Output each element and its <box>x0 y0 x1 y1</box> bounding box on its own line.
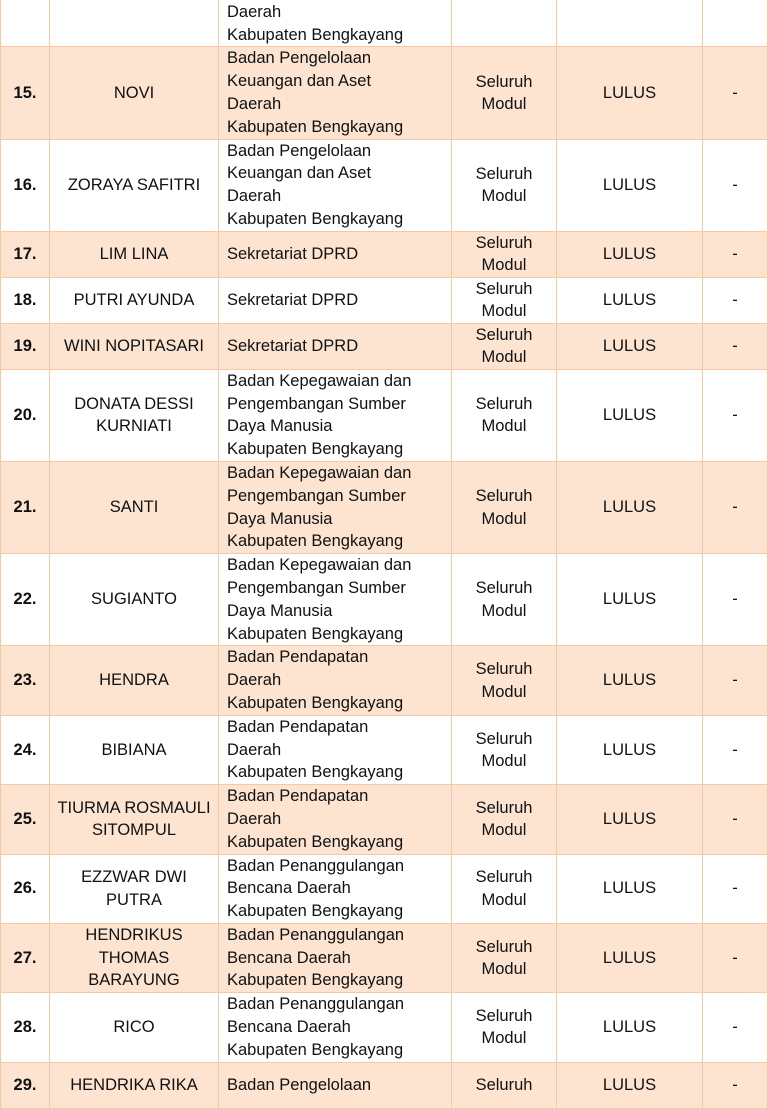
module-line: Seluruh <box>475 1007 533 1026</box>
name-line: BARAYUNG <box>88 971 180 990</box>
agency-line: Kabupaten Bengkayang <box>227 209 404 228</box>
module-line: Modul <box>481 821 527 840</box>
module-line: Seluruh <box>475 579 533 598</box>
module-line: Seluruh <box>475 233 533 252</box>
agency-cell <box>219 646 452 715</box>
table-row <box>1 854 768 923</box>
module-cell <box>452 715 557 784</box>
name-cell <box>50 993 219 1062</box>
status-cell: LULUS <box>557 369 703 461</box>
agency-cell <box>219 369 452 461</box>
name-line: PUTRA <box>106 890 162 909</box>
table-row <box>1 461 768 553</box>
module-line: Seluruh <box>475 325 533 344</box>
table-row <box>1 993 768 1062</box>
name-line: PUTRI AYUNDA <box>73 290 195 309</box>
agency-line: Pengembangan Sumber <box>227 394 406 413</box>
module-line: Modul <box>481 302 527 321</box>
agency-line: Daerah <box>227 94 282 113</box>
module-line: Seluruh <box>475 1075 533 1094</box>
row-number-cell: 20. <box>1 369 50 461</box>
name-cell <box>50 554 219 646</box>
agency-line: Kabupaten Bengkayang <box>227 693 404 712</box>
agency-cell <box>219 47 452 139</box>
name-line: BIBIANA <box>101 740 167 759</box>
agency-line: Kabupaten Bengkayang <box>227 532 404 551</box>
agency-line: Daerah <box>227 740 282 759</box>
row-number-cell <box>1 0 50 47</box>
name-cell <box>50 646 219 715</box>
module-line: Seluruh <box>475 487 533 506</box>
agency-line: Sekretariat DPRD <box>227 290 359 309</box>
row-number-cell: 16. <box>1 139 50 231</box>
status-cell: LULUS <box>557 231 703 277</box>
name-cell <box>50 231 219 277</box>
status-cell: LULUS <box>557 554 703 646</box>
agency-line: Badan Pendapatan <box>227 717 369 736</box>
agency-line: Kabupaten Bengkayang <box>227 1040 404 1059</box>
agency-line: Keuangan dan Aset <box>227 72 372 91</box>
table-row <box>1 47 768 139</box>
module-line: Seluruh <box>475 279 533 298</box>
name-line: HENDRIKUS <box>85 925 183 944</box>
remark-cell: - <box>703 554 768 646</box>
name-line: SITOMPUL <box>91 821 177 840</box>
module-line: Modul <box>481 682 527 701</box>
module-line: Seluruh <box>475 937 533 956</box>
agency-line: Badan Pengelolaan <box>227 1075 372 1094</box>
row-number-cell: 28. <box>1 993 50 1062</box>
row-number-cell: 19. <box>1 323 50 369</box>
agency-cell <box>219 277 452 323</box>
remark-cell: - <box>703 923 768 992</box>
remark-cell: - <box>703 277 768 323</box>
table-row <box>1 0 768 47</box>
agency-line: Daya Manusia <box>227 417 333 436</box>
status-cell: LULUS <box>557 923 703 992</box>
name-cell <box>50 323 219 369</box>
row-number-cell: 18. <box>1 277 50 323</box>
row-number-cell: 25. <box>1 785 50 854</box>
status-cell: LULUS <box>557 323 703 369</box>
agency-line: Badan Kepegawaian dan <box>227 371 412 390</box>
agency-line: Badan Penanggulangan <box>227 925 405 944</box>
status-cell: LULUS <box>557 461 703 553</box>
name-line: DONATA DESSI <box>74 394 194 413</box>
name-cell <box>50 0 219 47</box>
agency-line: Badan Pengelolaan <box>227 141 372 160</box>
table-row <box>1 277 768 323</box>
module-cell <box>452 231 557 277</box>
row-number-cell: 26. <box>1 854 50 923</box>
name-line: NOVI <box>113 83 155 102</box>
name-line: WINI NOPITASARI <box>64 336 204 355</box>
module-line: Modul <box>481 960 527 979</box>
module-cell <box>452 646 557 715</box>
agency-line: Daerah <box>227 2 282 21</box>
remark-cell: - <box>703 323 768 369</box>
module-cell <box>452 369 557 461</box>
agency-line: Badan Kepegawaian dan <box>227 556 412 575</box>
module-cell <box>452 0 557 47</box>
module-line: Modul <box>481 751 527 770</box>
agency-line: Daya Manusia <box>227 601 333 620</box>
table-row <box>1 646 768 715</box>
status-cell: LULUS <box>557 47 703 139</box>
agency-cell <box>219 993 452 1062</box>
remark-cell: - <box>703 461 768 553</box>
module-cell <box>452 323 557 369</box>
module-cell <box>452 785 557 854</box>
name-line: TIURMA ROSMAULI <box>57 798 211 817</box>
table-body <box>1 0 768 1108</box>
module-line: Modul <box>481 348 527 367</box>
module-cell <box>452 1062 557 1108</box>
status-cell: LULUS <box>557 277 703 323</box>
name-line: HENDRA <box>99 671 169 690</box>
agency-line: Bencana Daerah <box>227 1018 351 1037</box>
status-cell: LULUS <box>557 715 703 784</box>
agency-cell <box>219 0 452 47</box>
remark-cell: - <box>703 854 768 923</box>
status-cell <box>557 0 703 47</box>
name-cell <box>50 277 219 323</box>
agency-line: Sekretariat DPRD <box>227 336 359 355</box>
table-row <box>1 369 768 461</box>
agency-line: Daerah <box>227 809 282 828</box>
name-line: SUGIANTO <box>91 590 177 609</box>
agency-line: Kabupaten Bengkayang <box>227 440 404 459</box>
row-number-cell: 17. <box>1 231 50 277</box>
name-cell <box>50 461 219 553</box>
agency-line: Kabupaten Bengkayang <box>227 117 404 136</box>
module-cell <box>452 993 557 1062</box>
agency-line: Bencana Daerah <box>227 948 351 967</box>
module-line: Seluruh <box>475 164 533 183</box>
remark-cell: - <box>703 785 768 854</box>
row-number-cell: 27. <box>1 923 50 992</box>
table-row <box>1 231 768 277</box>
agency-cell <box>219 923 452 992</box>
agency-line: Keuangan dan Aset <box>227 164 372 183</box>
name-line: THOMAS <box>98 948 170 967</box>
module-line: Modul <box>481 509 527 528</box>
agency-line: Bencana Daerah <box>227 879 351 898</box>
agency-line: Kabupaten Bengkayang <box>227 902 404 921</box>
module-cell <box>452 854 557 923</box>
module-line: Modul <box>481 1029 527 1048</box>
remark-cell: - <box>703 715 768 784</box>
name-line: ZORAYA SAFITRI <box>67 175 201 194</box>
module-cell <box>452 461 557 553</box>
module-line: Modul <box>481 256 527 275</box>
module-cell <box>452 47 557 139</box>
remark-cell: - <box>703 993 768 1062</box>
agency-cell <box>219 461 452 553</box>
table-row <box>1 1062 768 1108</box>
module-line: Seluruh <box>475 729 533 748</box>
status-cell: LULUS <box>557 1062 703 1108</box>
agency-line: Daya Manusia <box>227 509 333 528</box>
table-row <box>1 923 768 992</box>
module-cell <box>452 554 557 646</box>
agency-line: Pengembangan Sumber <box>227 486 406 505</box>
name-cell <box>50 139 219 231</box>
agency-line: Badan Kepegawaian dan <box>227 463 412 482</box>
module-line: Modul <box>481 187 527 206</box>
status-cell: LULUS <box>557 993 703 1062</box>
status-cell: LULUS <box>557 139 703 231</box>
agency-line: Badan Penanggulangan <box>227 856 405 875</box>
agency-line: Badan Penanggulangan <box>227 995 405 1014</box>
agency-line: Kabupaten Bengkayang <box>227 624 404 643</box>
status-cell: LULUS <box>557 785 703 854</box>
agency-cell <box>219 554 452 646</box>
module-line: Seluruh <box>475 72 533 91</box>
remark-cell <box>703 0 768 47</box>
module-line: Seluruh <box>475 394 533 413</box>
module-line: Seluruh <box>475 868 533 887</box>
agency-cell <box>219 139 452 231</box>
name-line: RICO <box>113 1018 155 1037</box>
agency-line: Kabupaten Bengkayang <box>227 832 404 851</box>
table-row <box>1 785 768 854</box>
row-number-cell: 22. <box>1 554 50 646</box>
name-line: KURNIATI <box>96 417 172 436</box>
row-number-cell: 29. <box>1 1062 50 1108</box>
agency-line: Badan Pendapatan <box>227 787 369 806</box>
agency-cell <box>219 231 452 277</box>
table-row <box>1 139 768 231</box>
agency-cell <box>219 323 452 369</box>
status-cell: LULUS <box>557 854 703 923</box>
module-line: Modul <box>481 890 527 909</box>
name-cell <box>50 923 219 992</box>
table-row <box>1 554 768 646</box>
agency-line: Kabupaten Bengkayang <box>227 763 404 782</box>
agency-line: Sekretariat DPRD <box>227 244 359 263</box>
agency-line: Kabupaten Bengkayang <box>227 25 404 44</box>
remark-cell: - <box>703 369 768 461</box>
name-line: EZZWAR DWI <box>81 867 187 886</box>
remark-cell: - <box>703 139 768 231</box>
row-number-cell: 24. <box>1 715 50 784</box>
name-cell <box>50 785 219 854</box>
name-cell <box>50 1062 219 1108</box>
remark-cell: - <box>703 1062 768 1108</box>
remark-cell: - <box>703 646 768 715</box>
row-number-cell: 21. <box>1 461 50 553</box>
module-line: Seluruh <box>475 798 533 817</box>
agency-cell <box>219 1062 452 1108</box>
agency-cell <box>219 715 452 784</box>
row-number-cell: 23. <box>1 646 50 715</box>
module-cell <box>452 923 557 992</box>
status-cell: LULUS <box>557 646 703 715</box>
table-row <box>1 323 768 369</box>
module-cell <box>452 277 557 323</box>
module-line: Modul <box>481 601 527 620</box>
module-line: Seluruh <box>475 660 533 679</box>
agency-line: Pengembangan Sumber <box>227 578 406 597</box>
agency-cell <box>219 854 452 923</box>
agency-cell <box>219 785 452 854</box>
name-cell <box>50 715 219 784</box>
module-line: Modul <box>481 417 527 436</box>
agency-line: Daerah <box>227 671 282 690</box>
name-line: HENDRIKA RIKA <box>70 1075 198 1094</box>
agency-line: Daerah <box>227 187 282 206</box>
table-row <box>1 715 768 784</box>
remark-cell: - <box>703 231 768 277</box>
remark-cell: - <box>703 47 768 139</box>
row-number-cell: 15. <box>1 47 50 139</box>
agency-line: Badan Pendapatan <box>227 648 369 667</box>
module-cell <box>452 139 557 231</box>
name-cell <box>50 47 219 139</box>
name-line: SANTI <box>109 498 159 517</box>
name-cell <box>50 369 219 461</box>
module-line: Modul <box>481 94 527 113</box>
agency-line: Kabupaten Bengkayang <box>227 971 404 990</box>
name-cell <box>50 854 219 923</box>
name-line: LIM LINA <box>99 244 169 263</box>
agency-line: Badan Pengelolaan <box>227 49 372 68</box>
